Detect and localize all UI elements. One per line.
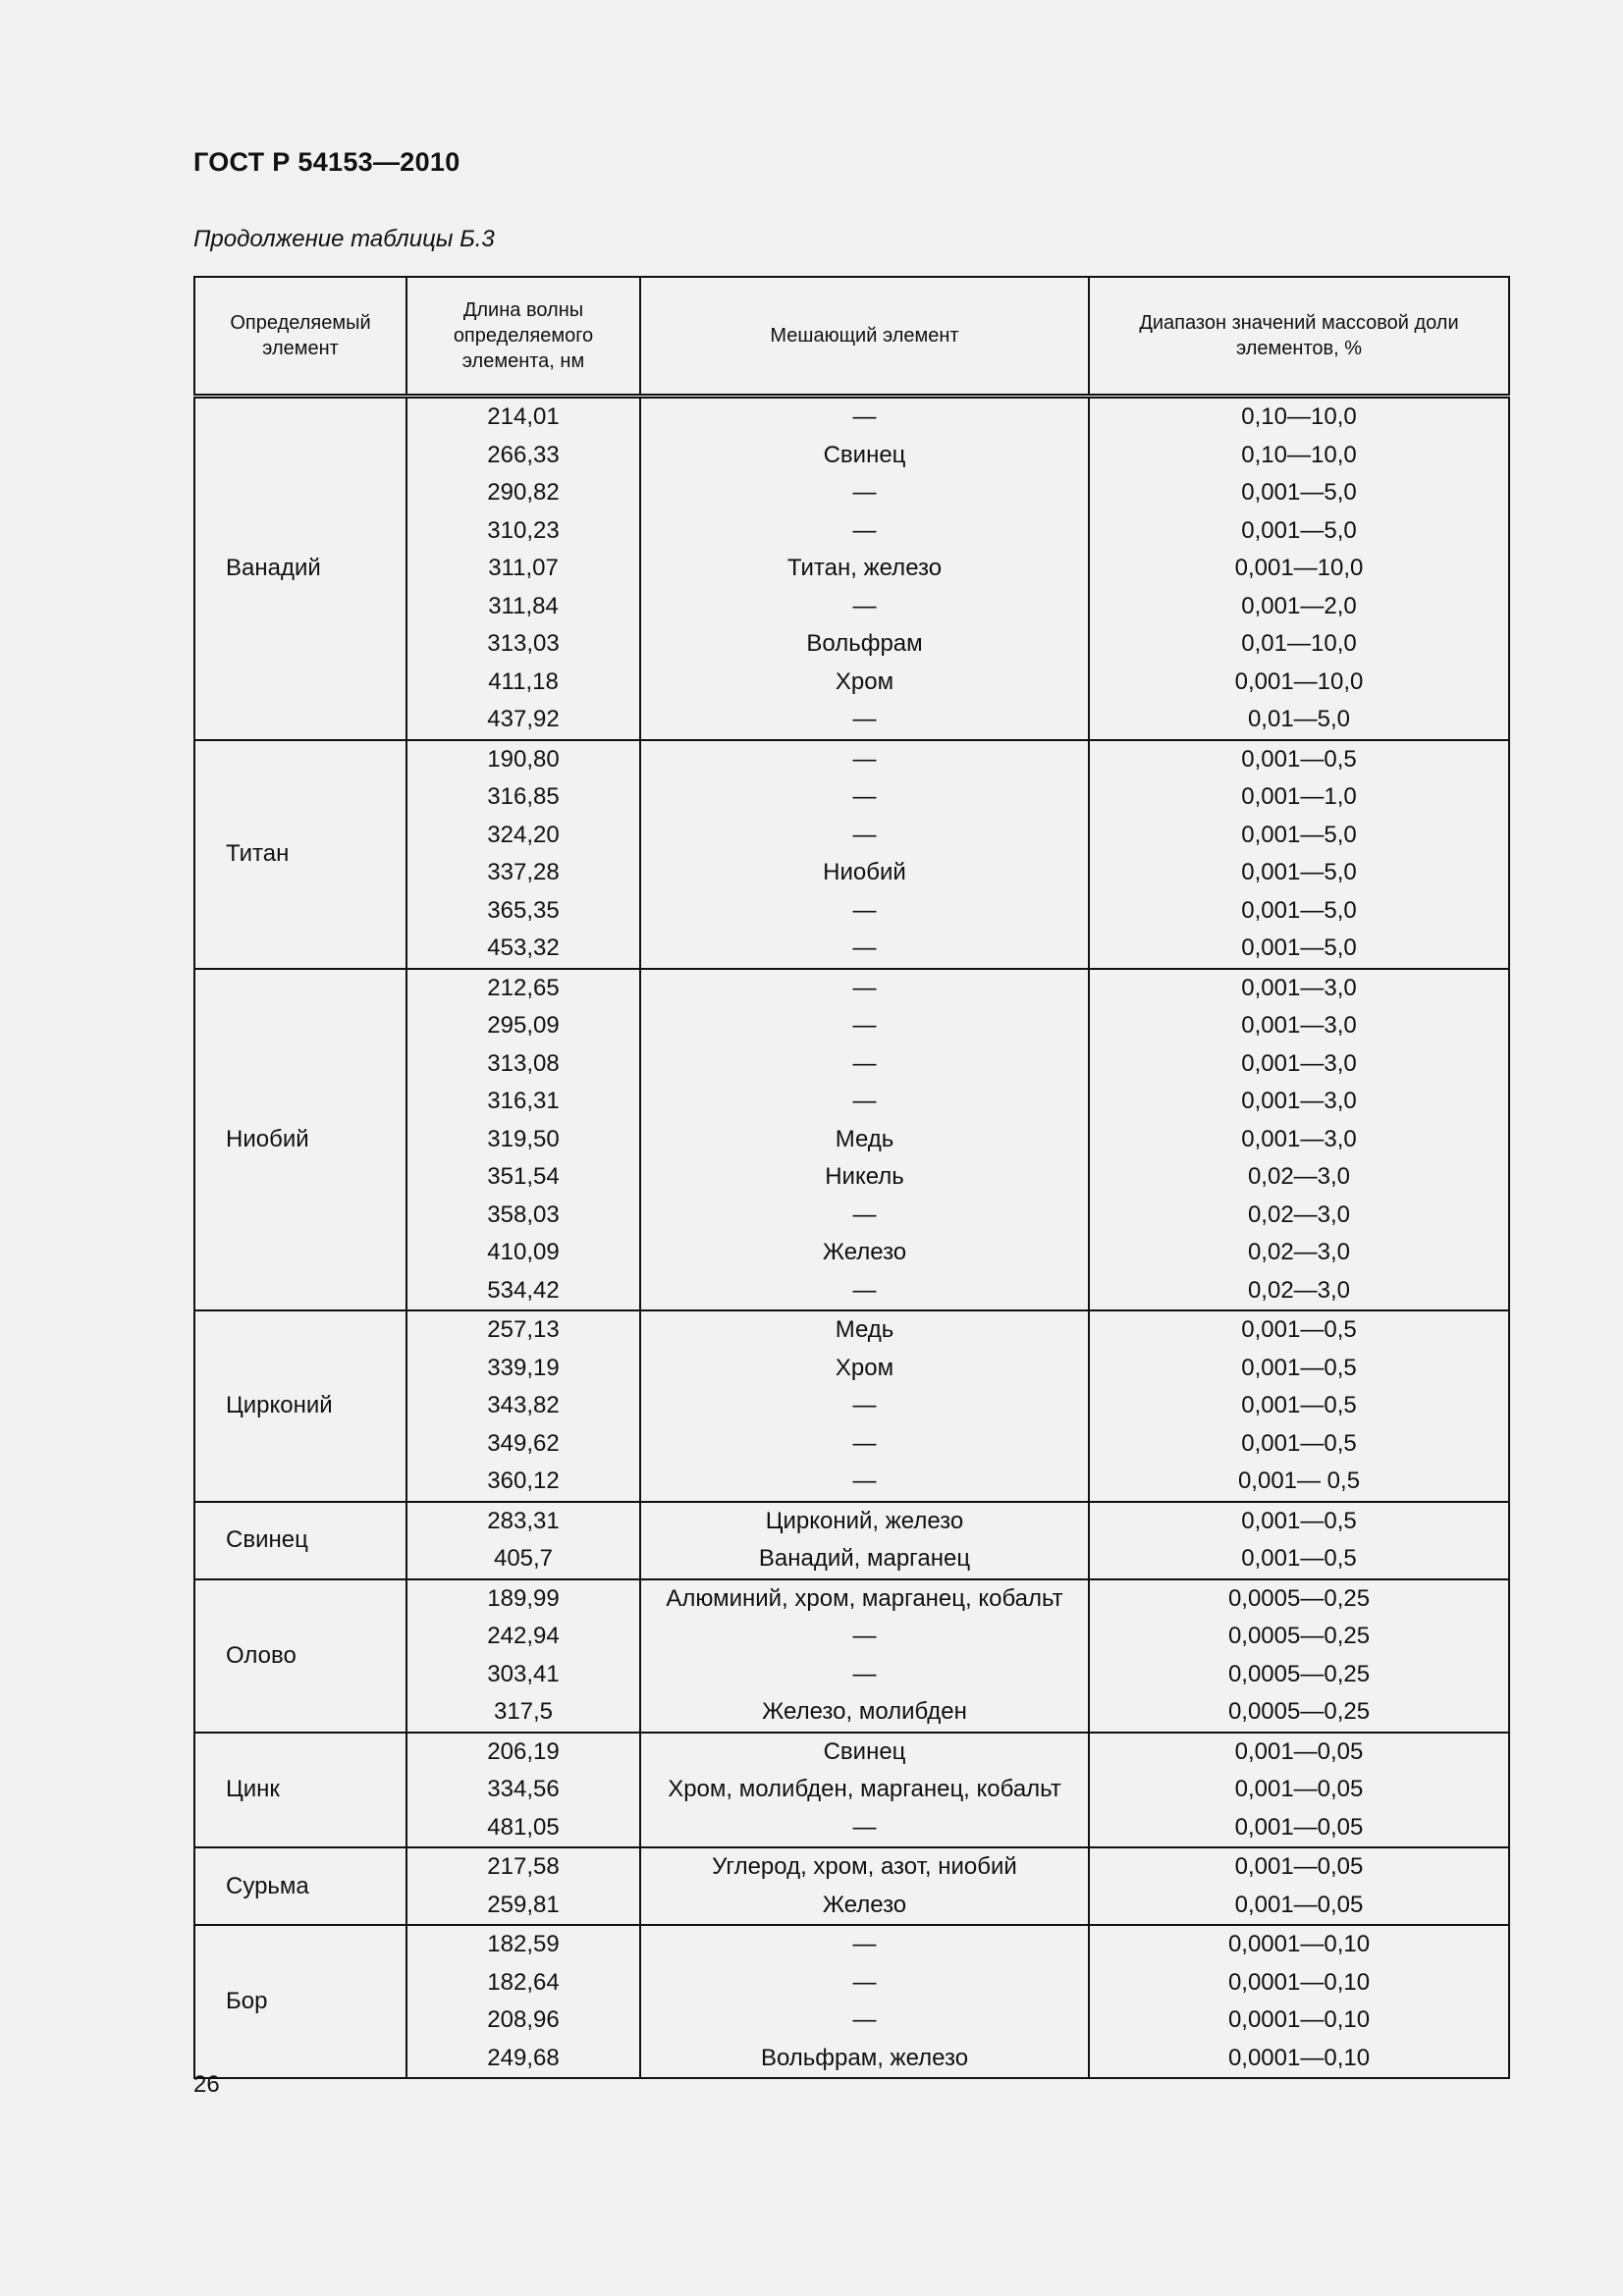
- cell-mass-fraction-range: 0,0001—0,10: [1089, 2002, 1509, 2040]
- column-header-element: Определяемый элемент: [194, 277, 406, 397]
- cell-wavelength: 339,19: [406, 1350, 640, 1388]
- cell-interfering-element: —: [640, 474, 1089, 512]
- cell-mass-fraction-range: 0,001—0,5: [1089, 1540, 1509, 1579]
- cell-mass-fraction-range: 0,001—0,5: [1089, 1350, 1509, 1388]
- table-header-row: [194, 277, 1509, 397]
- cell-interfering-element: —: [640, 1463, 1089, 1502]
- cell-wavelength: 303,41: [406, 1656, 640, 1694]
- cell-element: Сурьма: [194, 1847, 406, 1925]
- cell-wavelength: 334,56: [406, 1771, 640, 1809]
- cell-wavelength: 316,85: [406, 778, 640, 817]
- cell-element: Олово: [194, 1579, 406, 1733]
- cell-interfering-element: —: [640, 930, 1089, 969]
- cell-interfering-element: —: [640, 512, 1089, 551]
- cell-mass-fraction-range: 0,001—10,0: [1089, 664, 1509, 702]
- cell-mass-fraction-range: 0,001—3,0: [1089, 1007, 1509, 1045]
- cell-mass-fraction-range: 0,001—3,0: [1089, 969, 1509, 1008]
- cell-interfering-element: —: [640, 817, 1089, 855]
- data-table: [193, 276, 1510, 2079]
- cell-wavelength: 257,13: [406, 1310, 640, 1350]
- cell-mass-fraction-range: 0,001—0,5: [1089, 740, 1509, 779]
- table-row: [194, 397, 1509, 437]
- cell-interfering-element: Никель: [640, 1158, 1089, 1197]
- cell-interfering-element: —: [640, 1197, 1089, 1235]
- cell-interfering-element: Титан, железо: [640, 550, 1089, 588]
- table-row: [194, 1310, 1509, 1350]
- column-header-mass-fraction-range: Диапазон значений массовой доли элементов, %: [1089, 277, 1509, 397]
- cell-mass-fraction-range: 0,001—0,05: [1089, 1733, 1509, 1772]
- table-row: [194, 1847, 1509, 1887]
- cell-interfering-element: Вольфрам: [640, 625, 1089, 664]
- cell-wavelength: 295,09: [406, 1007, 640, 1045]
- cell-mass-fraction-range: 0,001—2,0: [1089, 588, 1509, 626]
- cell-mass-fraction-range: 0,0005—0,25: [1089, 1579, 1509, 1619]
- cell-wavelength: 313,08: [406, 1045, 640, 1084]
- table-row: [194, 1579, 1509, 1619]
- cell-mass-fraction-range: 0,001—3,0: [1089, 1045, 1509, 1084]
- cell-mass-fraction-range: 0,001— 0,5: [1089, 1463, 1509, 1502]
- cell-mass-fraction-range: 0,01—10,0: [1089, 625, 1509, 664]
- cell-mass-fraction-range: 0,001—0,5: [1089, 1502, 1509, 1541]
- cell-mass-fraction-range: 0,001—0,05: [1089, 1887, 1509, 1926]
- cell-wavelength: 311,84: [406, 588, 640, 626]
- cell-mass-fraction-range: 0,0001—0,10: [1089, 1964, 1509, 2002]
- cell-interfering-element: —: [640, 1964, 1089, 2002]
- table-row: [194, 1925, 1509, 1964]
- cell-interfering-element: Медь: [640, 1310, 1089, 1350]
- cell-interfering-element: —: [640, 1083, 1089, 1121]
- cell-wavelength: 411,18: [406, 664, 640, 702]
- cell-wavelength: 310,23: [406, 512, 640, 551]
- cell-wavelength: 324,20: [406, 817, 640, 855]
- column-header-wavelength: Длина волны определяемого элемента, нм: [406, 277, 640, 397]
- table-caption: Продолжение таблицы Б.3: [193, 226, 495, 252]
- cell-wavelength: 212,65: [406, 969, 640, 1008]
- table-row: [194, 1502, 1509, 1541]
- cell-wavelength: 349,62: [406, 1425, 640, 1464]
- cell-mass-fraction-range: 0,0001—0,10: [1089, 2040, 1509, 2079]
- cell-mass-fraction-range: 0,02—3,0: [1089, 1197, 1509, 1235]
- cell-wavelength: 365,35: [406, 892, 640, 931]
- cell-wavelength: 283,31: [406, 1502, 640, 1541]
- cell-mass-fraction-range: 0,0005—0,25: [1089, 1618, 1509, 1656]
- cell-mass-fraction-range: 0,001—10,0: [1089, 550, 1509, 588]
- cell-wavelength: 437,92: [406, 701, 640, 740]
- cell-element: Титан: [194, 740, 406, 969]
- cell-interfering-element: Медь: [640, 1121, 1089, 1159]
- cell-interfering-element: Ниобий: [640, 854, 1089, 892]
- cell-wavelength: 337,28: [406, 854, 640, 892]
- cell-wavelength: 313,03: [406, 625, 640, 664]
- table-body: [194, 397, 1509, 2079]
- cell-mass-fraction-range: 0,02—3,0: [1089, 1158, 1509, 1197]
- cell-interfering-element: —: [640, 892, 1089, 931]
- cell-interfering-element: Углерод, хром, азот, ниобий: [640, 1847, 1089, 1887]
- cell-interfering-element: —: [640, 701, 1089, 740]
- cell-wavelength: 481,05: [406, 1809, 640, 1848]
- cell-interfering-element: —: [640, 1007, 1089, 1045]
- cell-interfering-element: —: [640, 1425, 1089, 1464]
- cell-interfering-element: —: [640, 1925, 1089, 1964]
- cell-interfering-element: Свинец: [640, 1733, 1089, 1772]
- cell-mass-fraction-range: 0,0005—0,25: [1089, 1656, 1509, 1694]
- cell-mass-fraction-range: 0,001—5,0: [1089, 892, 1509, 931]
- cell-wavelength: 266,33: [406, 437, 640, 475]
- cell-mass-fraction-range: 0,001—1,0: [1089, 778, 1509, 817]
- cell-interfering-element: Хром: [640, 1350, 1089, 1388]
- cell-interfering-element: —: [640, 2002, 1089, 2040]
- cell-wavelength: 360,12: [406, 1463, 640, 1502]
- cell-interfering-element: Железо: [640, 1234, 1089, 1272]
- cell-element: Бор: [194, 1925, 406, 2078]
- cell-wavelength: 259,81: [406, 1887, 640, 1926]
- cell-wavelength: 343,82: [406, 1387, 640, 1425]
- cell-wavelength: 311,07: [406, 550, 640, 588]
- cell-wavelength: 182,59: [406, 1925, 640, 1964]
- cell-wavelength: 208,96: [406, 2002, 640, 2040]
- cell-wavelength: 217,58: [406, 1847, 640, 1887]
- cell-interfering-element: —: [640, 1809, 1089, 1848]
- column-header-interfering-element: Мешающий элемент: [640, 277, 1089, 397]
- cell-interfering-element: —: [640, 969, 1089, 1008]
- cell-interfering-element: —: [640, 778, 1089, 817]
- cell-interfering-element: Алюминий, хром, марганец, кобальт: [640, 1579, 1089, 1619]
- cell-interfering-element: —: [640, 1387, 1089, 1425]
- cell-interfering-element: —: [640, 588, 1089, 626]
- cell-interfering-element: —: [640, 1272, 1089, 1311]
- cell-wavelength: 316,31: [406, 1083, 640, 1121]
- cell-mass-fraction-range: 0,01—5,0: [1089, 701, 1509, 740]
- cell-mass-fraction-range: 0,001—5,0: [1089, 817, 1509, 855]
- cell-element: Цинк: [194, 1733, 406, 1848]
- cell-interfering-element: Хром, молибден, марганец, кобальт: [640, 1771, 1089, 1809]
- cell-wavelength: 319,50: [406, 1121, 640, 1159]
- cell-interfering-element: —: [640, 1656, 1089, 1694]
- cell-mass-fraction-range: 0,001—5,0: [1089, 930, 1509, 969]
- table-row: [194, 1733, 1509, 1772]
- table-row: [194, 969, 1509, 1008]
- cell-mass-fraction-range: 0,001—5,0: [1089, 474, 1509, 512]
- cell-mass-fraction-range: 0,001—3,0: [1089, 1121, 1509, 1159]
- cell-wavelength: 405,7: [406, 1540, 640, 1579]
- cell-mass-fraction-range: 0,001—0,05: [1089, 1847, 1509, 1887]
- cell-element: Цирконий: [194, 1310, 406, 1502]
- cell-wavelength: 249,68: [406, 2040, 640, 2079]
- cell-wavelength: 182,64: [406, 1964, 640, 2002]
- cell-mass-fraction-range: 0,10—10,0: [1089, 437, 1509, 475]
- page-number: 26: [193, 2071, 220, 2098]
- cell-mass-fraction-range: 0,001—0,05: [1089, 1809, 1509, 1848]
- cell-element: Ванадий: [194, 397, 406, 740]
- cell-interfering-element: Хром: [640, 664, 1089, 702]
- cell-interfering-element: —: [640, 740, 1089, 779]
- cell-wavelength: 189,99: [406, 1579, 640, 1619]
- cell-element: Ниобий: [194, 969, 406, 1311]
- cell-mass-fraction-range: 0,001—5,0: [1089, 854, 1509, 892]
- cell-interfering-element: Железо, молибден: [640, 1693, 1089, 1733]
- cell-interfering-element: Железо: [640, 1887, 1089, 1926]
- cell-mass-fraction-range: 0,02—3,0: [1089, 1234, 1509, 1272]
- cell-interfering-element: Свинец: [640, 437, 1089, 475]
- cell-wavelength: 410,09: [406, 1234, 640, 1272]
- cell-mass-fraction-range: 0,001—3,0: [1089, 1083, 1509, 1121]
- cell-wavelength: 358,03: [406, 1197, 640, 1235]
- cell-interfering-element: Цирконий, железо: [640, 1502, 1089, 1541]
- cell-wavelength: 351,54: [406, 1158, 640, 1197]
- cell-wavelength: 242,94: [406, 1618, 640, 1656]
- cell-interfering-element: Ванадий, марганец: [640, 1540, 1089, 1579]
- cell-element: Свинец: [194, 1502, 406, 1579]
- cell-wavelength: 534,42: [406, 1272, 640, 1311]
- cell-mass-fraction-range: 0,001—0,5: [1089, 1425, 1509, 1464]
- document-title: ГОСТ Р 54153—2010: [193, 147, 460, 177]
- cell-mass-fraction-range: 0,0005—0,25: [1089, 1693, 1509, 1733]
- cell-mass-fraction-range: 0,10—10,0: [1089, 397, 1509, 437]
- cell-wavelength: 317,5: [406, 1693, 640, 1733]
- table-row: [194, 740, 1509, 779]
- cell-mass-fraction-range: 0,001—0,5: [1089, 1387, 1509, 1425]
- cell-wavelength: 214,01: [406, 397, 640, 437]
- cell-interfering-element: —: [640, 397, 1089, 437]
- cell-wavelength: 453,32: [406, 930, 640, 969]
- cell-mass-fraction-range: 0,001—0,05: [1089, 1771, 1509, 1809]
- cell-interfering-element: —: [640, 1618, 1089, 1656]
- cell-wavelength: 190,80: [406, 740, 640, 779]
- cell-mass-fraction-range: 0,001—0,5: [1089, 1310, 1509, 1350]
- cell-interfering-element: —: [640, 1045, 1089, 1084]
- cell-interfering-element: Вольфрам, железо: [640, 2040, 1089, 2079]
- cell-wavelength: 290,82: [406, 474, 640, 512]
- cell-mass-fraction-range: 0,0001—0,10: [1089, 1925, 1509, 1964]
- cell-mass-fraction-range: 0,001—5,0: [1089, 512, 1509, 551]
- cell-mass-fraction-range: 0,02—3,0: [1089, 1272, 1509, 1311]
- cell-wavelength: 206,19: [406, 1733, 640, 1772]
